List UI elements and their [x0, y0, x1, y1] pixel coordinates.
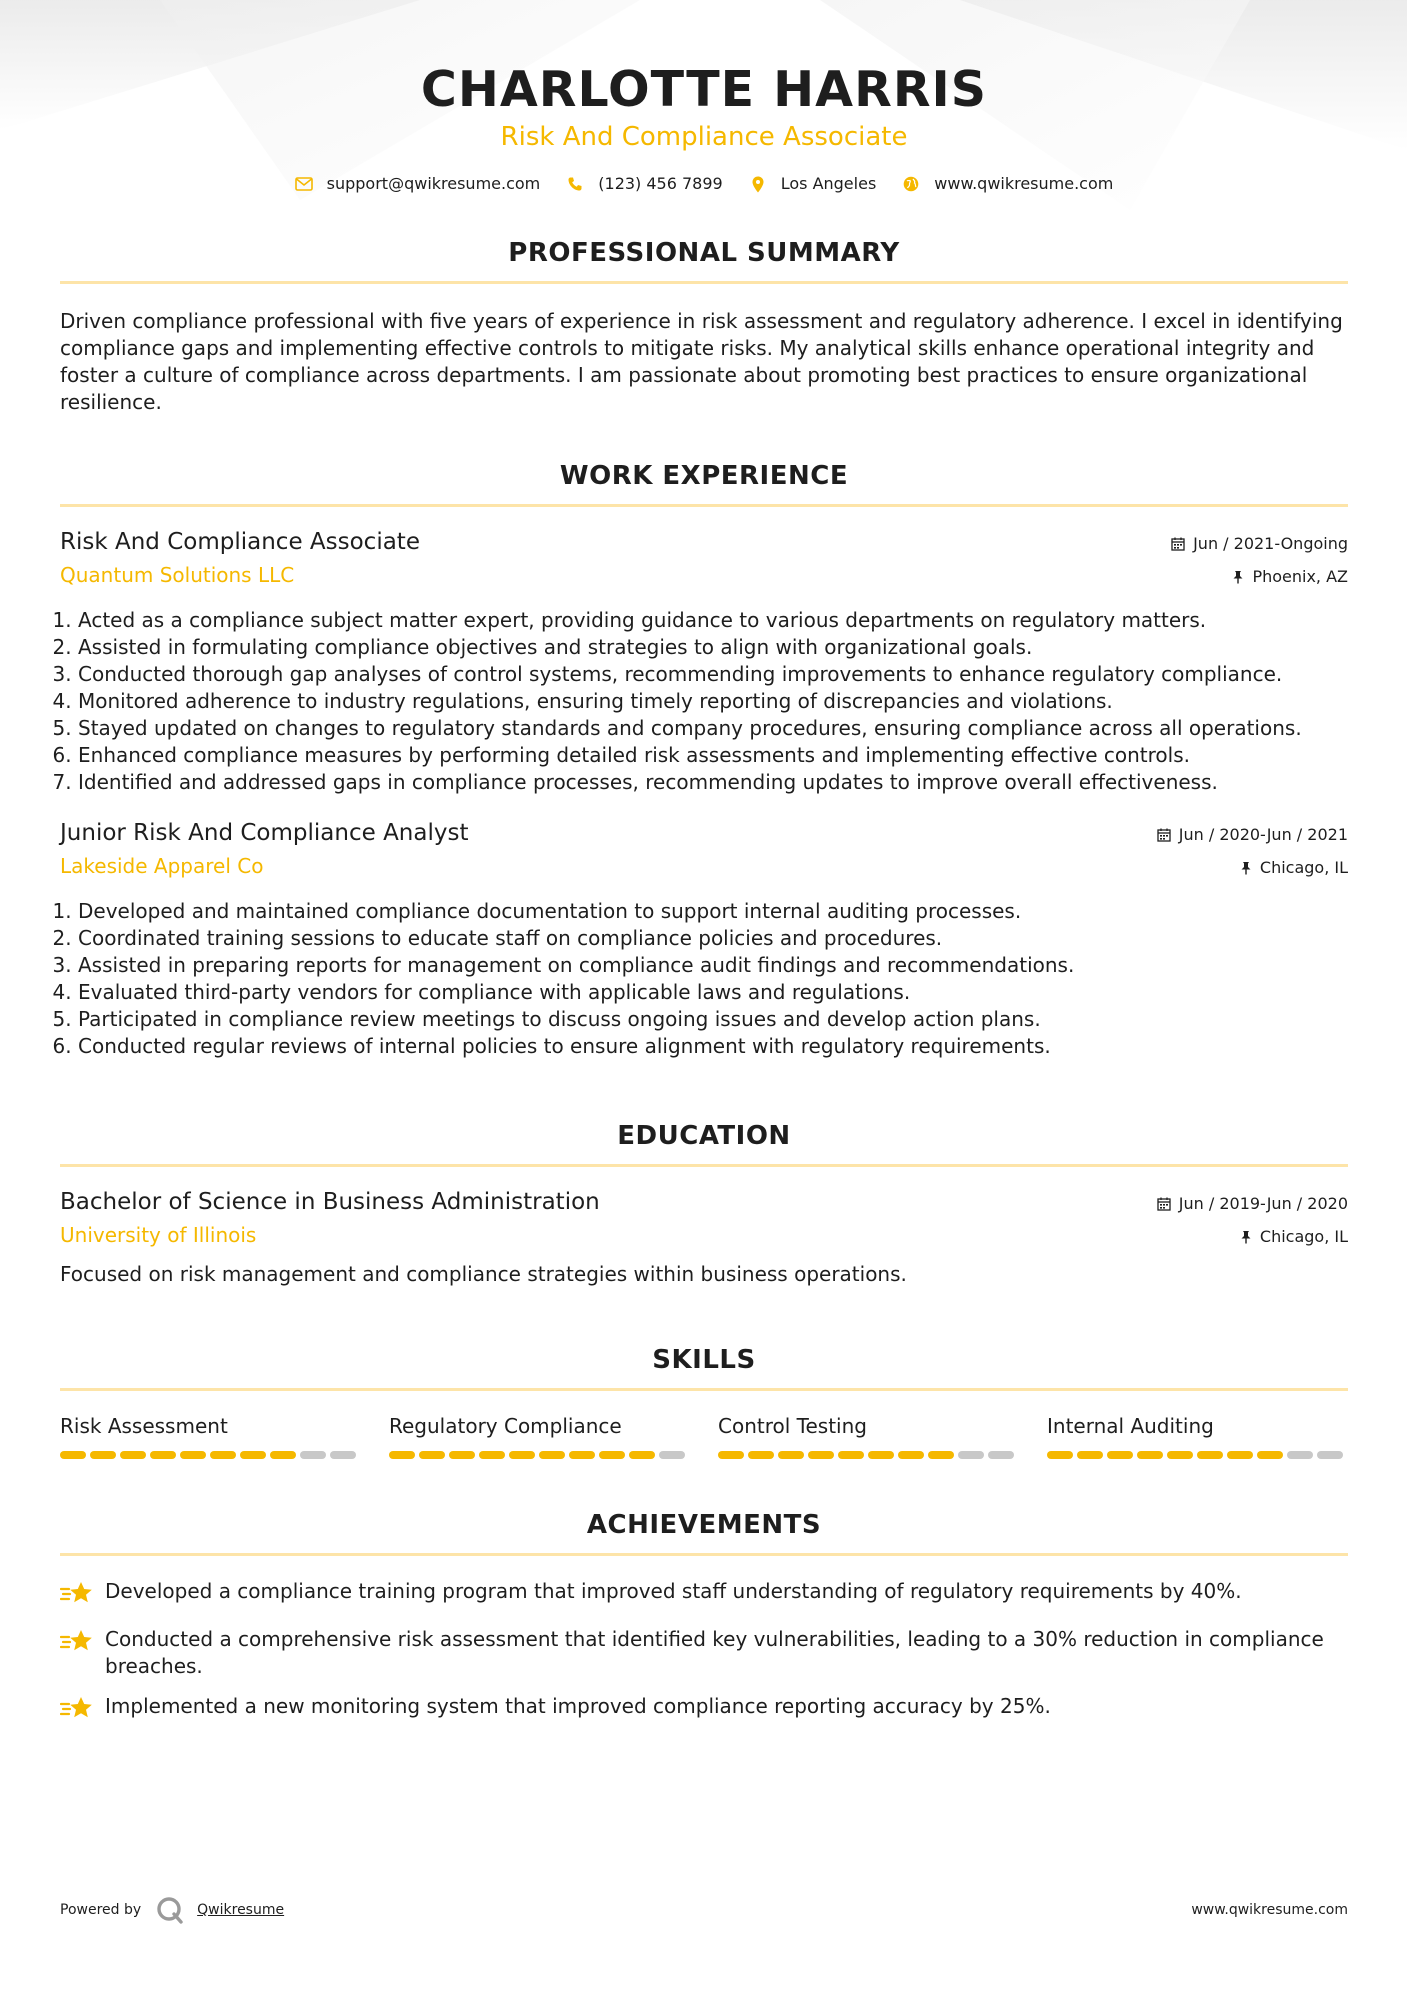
- qwikresume-logo: [155, 1895, 185, 1925]
- job-location-text: Phoenix, AZ: [1252, 566, 1348, 586]
- skill-dot-filled: [210, 1451, 236, 1459]
- candidate-name: CHARLOTTE HARRIS: [420, 61, 988, 118]
- skill-dot-filled: [898, 1451, 924, 1459]
- website-text: www.qwikresume.com: [934, 174, 1114, 193]
- skill-dot-filled: [449, 1451, 475, 1459]
- list-item: 2. Coordinated training sessions to educate staff on compliance policies and procedures.: [78, 925, 1348, 952]
- job-location-text: Chicago, IL: [1259, 857, 1348, 877]
- location-text: Los Angeles: [780, 174, 877, 193]
- calendar-icon: [1171, 537, 1185, 551]
- skill-dot-filled: [748, 1451, 774, 1459]
- phone-icon: [566, 175, 584, 193]
- section-title-experience: WORK EXPERIENCE: [559, 461, 849, 491]
- contact-location: [749, 174, 877, 194]
- job-company: Quantum Solutions LLC: [60, 563, 295, 587]
- skill-dot-filled: [778, 1451, 804, 1459]
- job-dates: [1157, 818, 1348, 851]
- achievement-item: [60, 1626, 1348, 1680]
- skill-dot-empty: [659, 1451, 685, 1459]
- contact-email[interactable]: [295, 174, 541, 194]
- list-item: 6. Conducted regular reviews of internal policies to ensure alignment with regulatory requirements.: [78, 1033, 1348, 1060]
- skill-name: Regulatory Compliance: [389, 1414, 622, 1438]
- skill-dot-filled: [1197, 1451, 1223, 1459]
- skills-list: [60, 1413, 1348, 1459]
- skill-dot-filled: [718, 1451, 744, 1459]
- skill-dot-filled: [599, 1451, 625, 1459]
- skill-dot-filled: [569, 1451, 595, 1459]
- skill-dot-filled: [1137, 1451, 1163, 1459]
- email-text: support@qwikresume.com: [326, 174, 541, 193]
- skill-dot-filled: [60, 1451, 86, 1459]
- job-title: Risk And Compliance Associate: [60, 529, 420, 555]
- skill-dot-filled: [1167, 1451, 1193, 1459]
- globe-icon: [902, 175, 920, 193]
- list-item: 2. Assisted in formulating compliance objectives and strategies to align with organizational goals.: [78, 634, 1348, 661]
- job-dates: [1171, 527, 1348, 560]
- skill-name: Risk Assessment: [60, 1414, 228, 1438]
- envelope-icon: [295, 175, 313, 193]
- skill-level-meter: [1047, 1451, 1348, 1459]
- section-divider: [60, 1388, 1348, 1391]
- list-item: 6. Enhanced compliance measures by performing detailed risk assessments and implementing effective controls.: [78, 742, 1348, 769]
- star-icon: [60, 1578, 94, 1613]
- job-dates-text: Jun / 2021-Ongoing: [1193, 533, 1348, 553]
- job-entry: [60, 818, 1348, 1060]
- job-entry: [60, 527, 1348, 796]
- summary-text: Driven compliance professional with five years of experience in risk assessment and regulatory adherence. I excel in identifying compliance gaps and implementing effective controls to mitigate risks. My analytical skills enhance operational integrity and foster a culture of compliance across departments. I am passionate about promoting best practices to ensure organizational resilience.: [60, 309, 1343, 414]
- skill-dot-filled: [180, 1451, 206, 1459]
- skill-dot-empty: [330, 1451, 356, 1459]
- resume-page: [60, 0, 1348, 1741]
- achievement-text: Conducted a comprehensive risk assessment that identified key vulnerabilities, leading to a 30% reduction in compliance breaches.: [105, 1627, 1324, 1678]
- calendar-icon: [1157, 1197, 1171, 1211]
- skill-dot-filled: [419, 1451, 445, 1459]
- pushpin-icon: [1240, 1230, 1252, 1244]
- job-location: [1171, 560, 1348, 593]
- skill-dot-empty: [1287, 1451, 1313, 1459]
- skill-item: [389, 1413, 690, 1459]
- job-company: Lakeside Apparel Co: [60, 854, 264, 878]
- list-item: 3. Assisted in preparing reports for management on compliance audit findings and recommendations.: [78, 952, 1348, 979]
- list-item: 4. Evaluated third-party vendors for compliance with applicable laws and regulations.: [78, 979, 1348, 1006]
- skill-dot-empty: [958, 1451, 984, 1459]
- footer-website[interactable]: www.qwikresume.com: [1191, 1902, 1348, 1918]
- education-location: [1157, 1220, 1348, 1253]
- pushpin-icon: [1232, 570, 1244, 584]
- skill-dot-filled: [150, 1451, 176, 1459]
- list-item: 4. Monitored adherence to industry regulations, ensuring timely reporting of discrepancies and violations.: [78, 688, 1348, 715]
- star-icon: [60, 1626, 94, 1661]
- skill-name: Internal Auditing: [1047, 1414, 1214, 1438]
- skill-level-meter: [718, 1451, 1019, 1459]
- page-footer: [60, 1895, 1348, 1925]
- skill-dot-filled: [389, 1451, 415, 1459]
- experience-section: [60, 460, 1348, 1060]
- skill-dot-filled: [1077, 1451, 1103, 1459]
- degree-title: Bachelor of Science in Business Administration: [60, 1189, 600, 1215]
- skill-dot-filled: [90, 1451, 116, 1459]
- achievement-text: Implemented a new monitoring system that improved compliance reporting accuracy by 25%.: [105, 1694, 1051, 1718]
- contact-bar: [60, 174, 1348, 194]
- section-title-achievements: ACHIEVEMENTS: [586, 1510, 822, 1540]
- skill-dot-empty: [1317, 1451, 1343, 1459]
- section-divider: [60, 504, 1348, 507]
- list-item: 5. Stayed updated on changes to regulatory standards and company procedures, ensuring compliance across all operations.: [78, 715, 1348, 742]
- skill-dot-filled: [629, 1451, 655, 1459]
- skill-dot-filled: [120, 1451, 146, 1459]
- skill-dot-filled: [1107, 1451, 1133, 1459]
- skill-dot-filled: [1047, 1451, 1073, 1459]
- job-bullets: [60, 607, 1348, 796]
- job-location: [1157, 851, 1348, 884]
- powered-by-label: Powered by: [60, 1902, 142, 1918]
- skill-item: [718, 1413, 1019, 1459]
- achievement-item: [60, 1578, 1348, 1613]
- phone-text: (123) 456 7899: [598, 174, 723, 193]
- skill-dot-filled: [240, 1451, 266, 1459]
- skill-level-meter: [60, 1451, 361, 1459]
- skill-dot-empty: [300, 1451, 326, 1459]
- education-section: [60, 1120, 1348, 1288]
- skill-dot-filled: [1257, 1451, 1283, 1459]
- section-title-summary: PROFESSIONAL SUMMARY: [508, 238, 900, 268]
- education-dates-text: Jun / 2019-Jun / 2020: [1178, 1193, 1348, 1213]
- section-title-skills: SKILLS: [652, 1345, 756, 1375]
- skill-item: [1047, 1413, 1348, 1459]
- achievements-section: [60, 1509, 1348, 1728]
- skill-dot-filled: [838, 1451, 864, 1459]
- pushpin-icon: [1240, 861, 1252, 875]
- achievement-item: [60, 1693, 1348, 1728]
- contact-phone[interactable]: [566, 174, 722, 194]
- section-divider: [60, 1164, 1348, 1167]
- list-item: 1. Developed and maintained compliance documentation to support internal auditing processes.: [78, 898, 1348, 925]
- skill-level-meter: [389, 1451, 690, 1459]
- education-entry: [60, 1187, 1348, 1253]
- skill-name: Control Testing: [718, 1414, 867, 1438]
- skill-dot-filled: [539, 1451, 565, 1459]
- contact-website[interactable]: [902, 174, 1113, 194]
- skill-item: [60, 1413, 361, 1459]
- star-icon: [60, 1693, 94, 1728]
- map-pin-icon: [749, 175, 767, 193]
- skill-dot-filled: [808, 1451, 834, 1459]
- skill-dot-filled: [1227, 1451, 1253, 1459]
- skill-dot-filled: [509, 1451, 535, 1459]
- section-divider: [60, 1553, 1348, 1556]
- skill-dot-empty: [988, 1451, 1014, 1459]
- job-bullets: [60, 898, 1348, 1060]
- skills-section: [60, 1344, 1348, 1459]
- list-item: 1. Acted as a compliance subject matter expert, providing guidance to various departments on regulatory matters.: [78, 607, 1348, 634]
- achievements-list: [60, 1578, 1348, 1728]
- list-item: 3. Conducted thorough gap analyses of control systems, recommending improvements to enhance regulatory compliance.: [78, 661, 1348, 688]
- achievement-text: Developed a compliance training program that improved staff understanding of regulatory requirements by 40%.: [105, 1579, 1242, 1603]
- skill-dot-filled: [868, 1451, 894, 1459]
- education-dates: [1157, 1187, 1348, 1220]
- section-title-education: EDUCATION: [617, 1121, 791, 1151]
- qwikresume-link[interactable]: Qwikresume: [197, 1902, 285, 1918]
- skill-dot-filled: [270, 1451, 296, 1459]
- list-item: 7. Identified and addressed gaps in compliance processes, recommending updates to improve overall effectiveness.: [78, 769, 1348, 796]
- list-item: 5. Participated in compliance review meetings to discuss ongoing issues and develop action plans.: [78, 1006, 1348, 1033]
- education-location-text: Chicago, IL: [1259, 1226, 1348, 1246]
- section-divider: [60, 281, 1348, 284]
- job-title: Junior Risk And Compliance Analyst: [60, 820, 469, 846]
- candidate-role: Risk And Compliance Associate: [500, 122, 908, 152]
- job-dates-text: Jun / 2020-Jun / 2021: [1178, 824, 1348, 844]
- summary-section: [60, 237, 1348, 416]
- education-description: Focused on risk management and compliance strategies within business operations.: [60, 1262, 907, 1286]
- skill-dot-filled: [479, 1451, 505, 1459]
- calendar-icon: [1157, 828, 1171, 842]
- school-name: University of Illinois: [60, 1223, 257, 1247]
- skill-dot-filled: [928, 1451, 954, 1459]
